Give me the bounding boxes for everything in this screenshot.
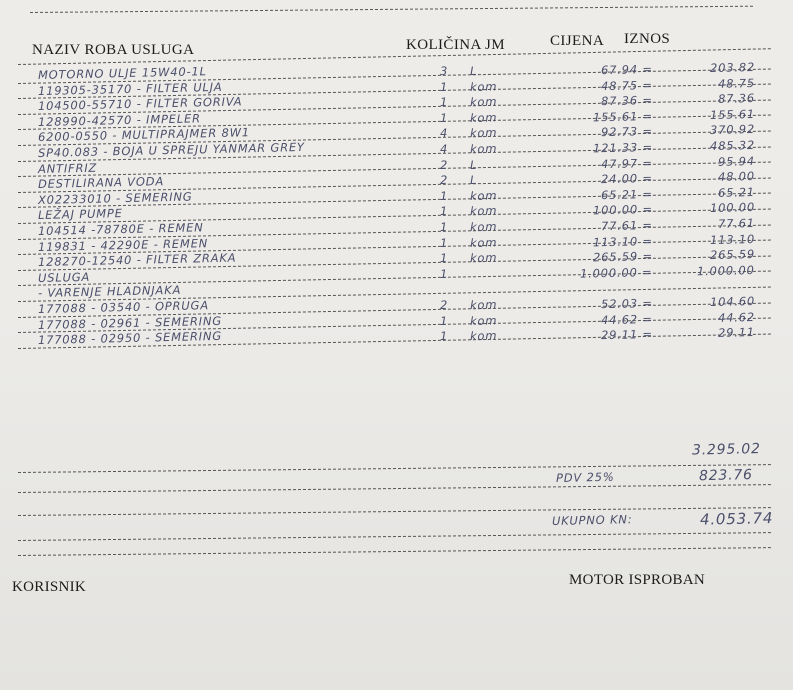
item-price: 65.21 = [601, 186, 654, 202]
item-name: ANTIFRIZ [37, 160, 98, 176]
item-name: 104514 -78780E - REMEN [37, 220, 204, 238]
item-qty: 1 [439, 235, 449, 250]
divider-line [18, 464, 771, 473]
item-name: 119305-35170 - FILTER ULJA [37, 79, 223, 98]
item-qty: 1 [439, 313, 449, 328]
item-amount: 77.61 [717, 216, 756, 231]
item-name: - VARENJE HLADNJAKA [37, 283, 182, 301]
item-qty: 4 [439, 126, 449, 141]
divider-line [18, 484, 771, 493]
header-amount: IZNOS [624, 31, 671, 47]
item-unit: kom [469, 141, 498, 156]
item-qty: 2 [439, 297, 449, 312]
header-item: NAZIV ROBA USLUGA [32, 42, 195, 58]
item-amount: 48.75 [717, 75, 756, 91]
footer-engine-tested-label: MOTOR ISPROBAN [569, 572, 706, 588]
item-name: DESTILIRANA VODA [37, 174, 165, 192]
item-unit: kom [469, 234, 498, 250]
item-price: 100.00 = [592, 202, 654, 218]
item-price: 67.94 = [601, 62, 654, 78]
item-price: 77.61 = [601, 218, 654, 234]
item-price: 113.10 = [592, 233, 654, 249]
item-amount: 87.36 [717, 91, 756, 107]
item-qty: 1 [439, 110, 449, 125]
item-unit: L [469, 63, 478, 78]
item-price: 155.61 = [592, 108, 654, 125]
item-price: 48.75 = [601, 77, 654, 93]
item-name: 128990-42570 - IMPELER [37, 111, 201, 129]
item-price: 29.11 = [601, 327, 654, 343]
item-name: SP40.083 - BOJA U SPREJU YANMAR GREY [37, 139, 305, 160]
item-price: 47.97 = [601, 155, 654, 171]
item-amount: 65.21 [717, 184, 756, 200]
item-name: 6200-0550 - MULTIPRAJMER 8W1 [37, 125, 251, 145]
item-qty: 1 [439, 79, 449, 94]
item-price: 121.33 = [592, 140, 654, 156]
item-unit: kom [469, 312, 498, 328]
item-amount: 203.82 [709, 60, 756, 76]
subtotal-amount: 3.295.02 [692, 441, 762, 459]
item-unit: kom [469, 125, 498, 141]
item-price: 92.73 = [601, 124, 654, 140]
item-amount: 485.32 [709, 138, 756, 154]
item-unit: kom [469, 297, 498, 312]
item-price: 44.62 = [601, 311, 654, 327]
item-name: MOTORNO ULJE 15W40-1L [37, 64, 207, 82]
item-name: 128270-12540 - FILTER ZRAKA [37, 250, 237, 270]
divider-line [18, 507, 771, 516]
vat-amount: 823.76 [699, 467, 754, 485]
item-name: 177088 - 02950 - SEMERING [37, 329, 223, 348]
divider-line [30, 6, 753, 13]
header-qty: KOLIČINA JM [406, 37, 505, 53]
item-amount: 113.10 [709, 231, 756, 247]
item-qty: 2 [439, 157, 449, 172]
item-price: 1.000.00 = [580, 264, 654, 281]
item-qty: 1 [439, 329, 449, 344]
item-unit: kom [469, 250, 498, 266]
item-amount: 29.11 [717, 325, 756, 341]
item-qty: 1 [439, 251, 449, 266]
item-qty: 1 [439, 95, 449, 110]
item-amount: 48.00 [717, 169, 756, 185]
item-name: USLUGA [37, 269, 91, 285]
item-unit: kom [469, 219, 498, 234]
item-price: 24.00 = [601, 171, 654, 187]
item-price: 87.36 = [601, 93, 654, 109]
item-amount: 370.92 [709, 122, 756, 138]
total-label: UKUPNO KN: [551, 512, 633, 528]
footer-customer-label: KORISNIK [12, 579, 87, 595]
item-name: 119831 - 42290E - REMEN [37, 235, 209, 254]
item-unit: kom [469, 203, 498, 219]
item-amount: 95.94 [717, 153, 756, 169]
item-name: LEŽAJ PUMPE [37, 206, 123, 223]
header-price: CIJENA [550, 33, 605, 49]
item-name: X02233010 - SEMERING [37, 189, 193, 207]
item-qty: 1 [439, 188, 449, 203]
item-unit: L [469, 157, 478, 172]
item-qty: 1 [439, 266, 449, 281]
item-unit: kom [469, 188, 498, 203]
item-price: 52.03 = [601, 296, 654, 312]
item-amount: 1.000.00 [697, 262, 756, 279]
item-amount: 265.59 [709, 247, 756, 263]
item-amount: 104.60 [709, 294, 756, 310]
item-qty: 4 [439, 141, 449, 156]
item-name: 177088 - 02961 - SEMERING [37, 313, 223, 332]
divider-line [18, 547, 771, 556]
item-name: 104500-55710 - FILTER GORIVA [37, 94, 243, 114]
item-unit: kom [469, 110, 498, 125]
item-unit: kom [469, 78, 498, 94]
item-unit: L [469, 173, 478, 188]
item-unit: kom [469, 94, 498, 110]
item-qty: 1 [439, 204, 449, 219]
item-unit: kom [469, 328, 498, 344]
divider-line [18, 532, 771, 541]
item-amount: 100.00 [709, 200, 756, 216]
item-name: 177088 - 03540 - OPRUGA [37, 298, 210, 316]
item-qty: 3 [439, 63, 449, 78]
item-amount: 44.62 [717, 309, 756, 325]
total-amount: 4.053.74 [699, 509, 774, 529]
item-amount: 155.61 [709, 106, 756, 122]
vat-label: PDV 25% [555, 469, 615, 485]
item-qty: 2 [439, 173, 449, 188]
item-price: 265.59 = [592, 249, 654, 265]
item-qty: 1 [439, 219, 449, 234]
